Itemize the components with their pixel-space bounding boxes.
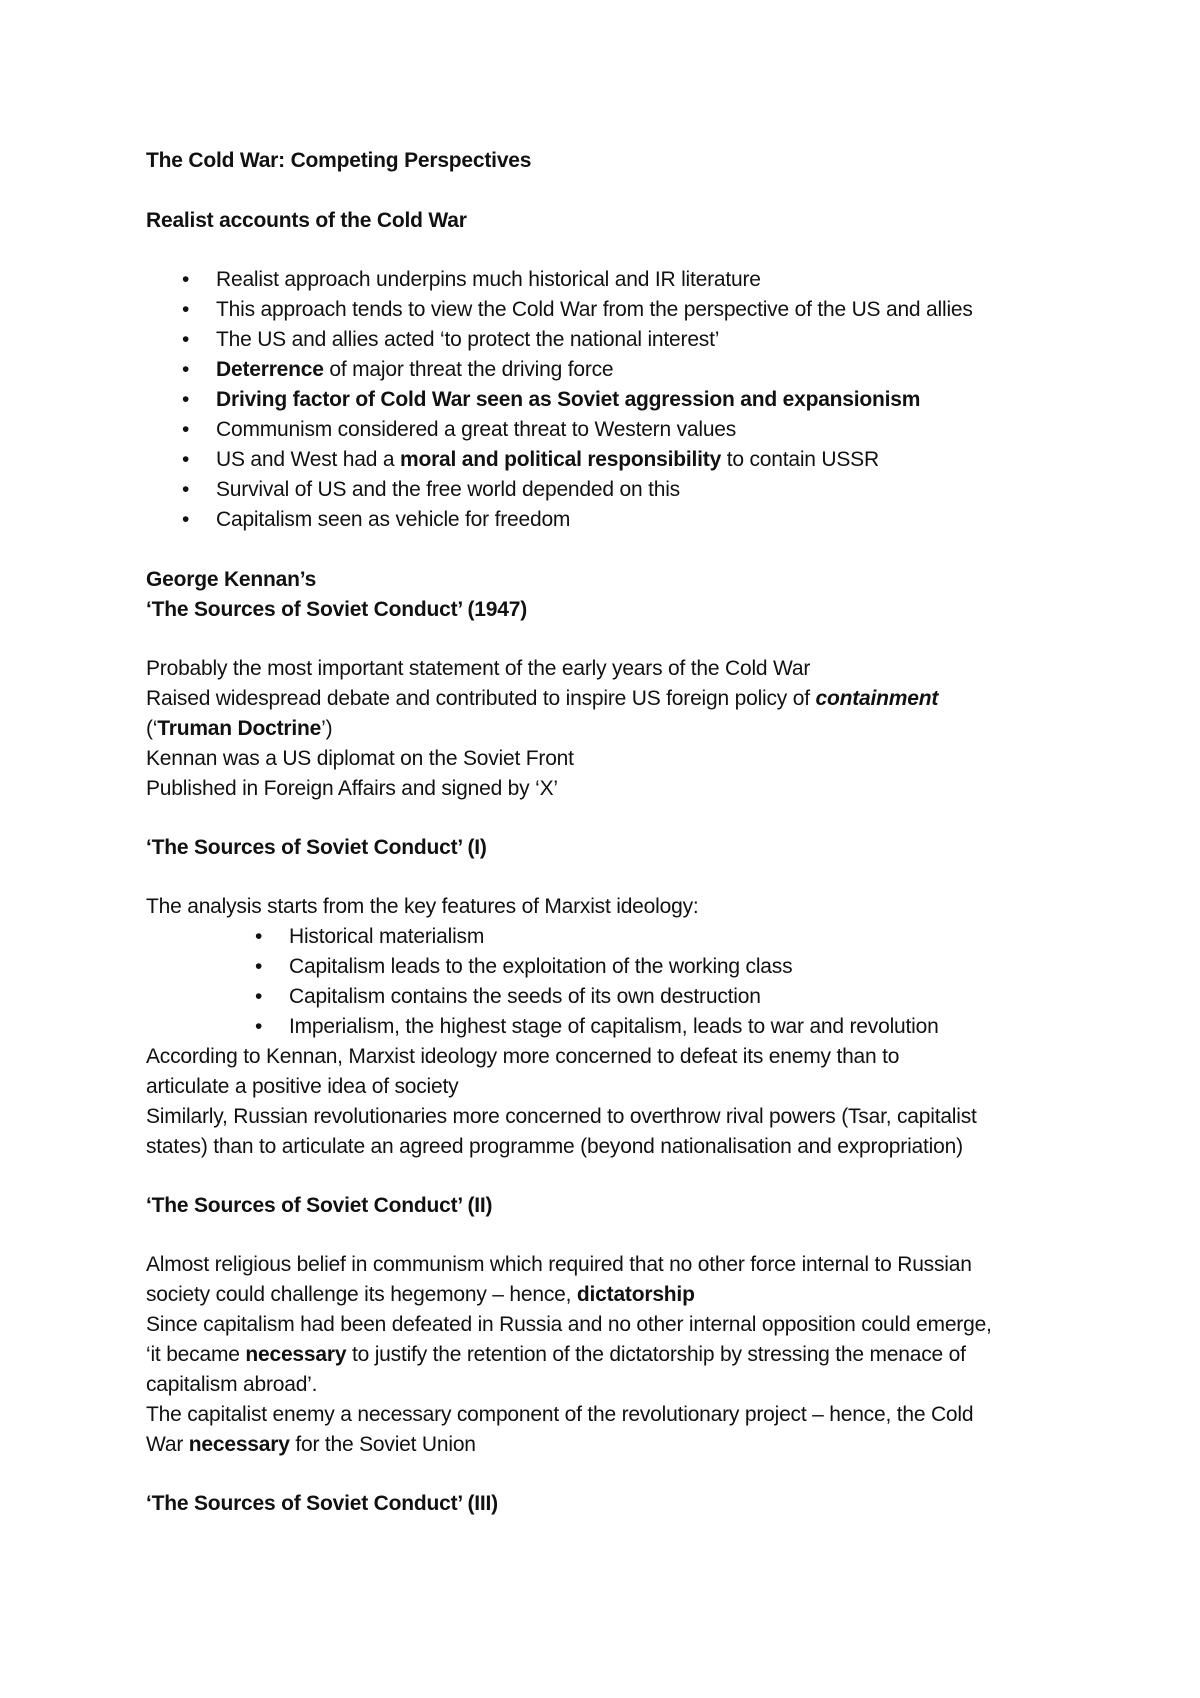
section-heading-realist: Realist accounts of the Cold War [146,209,467,232]
text-run: Probably the most important statement of the early years of the Cold War [146,657,811,680]
text-run: Capitalism seen as vehicle for freedom [216,508,571,531]
paragraph-line [146,686,938,712]
list-item-text: Imperialism, the highest stage of capitalism, leads to war and revolution [289,1015,939,1038]
paragraph-line [146,656,810,682]
bullet-icon: • [255,1015,263,1038]
paragraph-line [146,716,332,742]
section-heading-part1: ‘The Sources of Soviet Conduct’ (I) [146,836,487,859]
text-run: Published in Foreign Affairs and signed by ‘X’ [146,777,558,800]
paragraph-line [146,1342,966,1368]
text-run: society could challenge its hegemony – hence, [146,1283,577,1306]
paragraph-line [146,1402,973,1428]
bullet-icon: • [182,298,190,321]
bullet-icon: • [182,328,190,351]
bullet-icon: • [255,955,263,978]
emphasis-text: Driving factor of Cold War seen as Soviet aggression and expansionism [216,388,921,411]
text-run: to contain USSR [721,448,879,471]
text-run: This approach tends to view the Cold War from the perspective of the US and allies [216,298,973,321]
bullet-icon: • [182,478,190,501]
bullet-icon: • [182,418,190,441]
list-item-text [216,327,719,353]
emphasis-text: Deterrence [216,358,324,381]
bullet-icon: • [182,448,190,471]
paragraph-line [146,1282,695,1308]
section-heading-part2: ‘The Sources of Soviet Conduct’ (II) [146,1194,493,1217]
emphasis-text: containment [815,687,939,710]
list-item-text: Capitalism contains the seeds of its own destruction [289,985,761,1008]
paragraph-line: states) than to articulate an agreed programme (beyond nationalisation and expropriation) [146,1135,963,1158]
text-run: US and West had a [216,448,400,471]
paragraph-line [146,746,574,772]
list-item-text [216,297,973,323]
list-item-text [216,507,570,533]
list-item-text [216,417,736,443]
paragraph-line [146,1372,317,1398]
paragraph-line: The analysis starts from the key features of Marxist ideology: [146,895,699,918]
section-subheading-kennan: ‘The Sources of Soviet Conduct’ (1947) [146,598,527,621]
list-item-text [216,357,613,383]
text-run: The US and allies acted ‘to protect the national interest’ [216,328,720,351]
emphasis-text: dictatorship [576,1283,695,1306]
text-run: ’) [321,717,333,740]
list-item-text [216,447,879,473]
list-item-text [216,387,920,413]
paragraph-line [146,1312,992,1338]
text-run: ‘it became [146,1343,246,1366]
bullet-icon: • [255,985,263,1008]
text-run: of major threat the driving force [323,358,614,381]
paragraph-line: According to Kennan, Marxist ideology more concerned to defeat its enemy than to [146,1045,900,1068]
text-run: Since capitalism had been defeated in Russia and no other internal opposition could emerge, [146,1313,992,1336]
paragraph-line: Similarly, Russian revolutionaries more concerned to overthrow rival powers (Tsar, capitalist [146,1105,977,1128]
text-run: to justify the retention of the dictatorship by stressing the menace of [346,1343,966,1366]
list-item-text [216,267,761,293]
page-title: The Cold War: Competing Perspectives [146,149,532,172]
list-item-text [216,477,680,503]
text-run: Realist approach underpins much historical and IR literature [216,268,761,291]
emphasis-text: moral and political responsibility [399,448,722,471]
bullet-icon: • [182,508,190,531]
text-run: Almost religious belief in communism which required that no other force internal to Russian [146,1253,972,1276]
emphasis-text: Truman Doctrine [157,717,322,740]
paragraph-line [146,1252,972,1278]
paragraph-line [146,776,558,802]
list-item-text: Historical materialism [289,925,485,948]
paragraph-line [146,1432,476,1458]
bullet-icon: • [182,388,190,411]
text-run: for the Soviet Union [289,1433,476,1456]
emphasis-text: necessary [245,1343,347,1366]
text-run: Kennan was a US diplomat on the Soviet Front [146,747,574,770]
text-run: capitalism abroad’. [146,1373,318,1396]
text-run: War [146,1433,189,1456]
text-run: Raised widespread debate and contributed to inspire US foreign policy of [146,687,816,710]
text-run: (‘ [146,717,158,740]
section-heading-kennan: George Kennan’s [146,568,317,591]
emphasis-text: necessary [188,1433,290,1456]
text-run: Communism considered a great threat to Western values [216,418,737,441]
text-run: Survival of US and the free world depended on this [216,478,680,501]
text-run: The capitalist enemy a necessary component of the revolutionary project – hence, the Cold [146,1403,974,1426]
bullet-icon: • [182,268,190,291]
section-heading-part3: ‘The Sources of Soviet Conduct’ (III) [146,1492,498,1515]
bullet-icon: • [255,925,263,948]
paragraph-line: articulate a positive idea of society [146,1075,459,1098]
list-item-text: Capitalism leads to the exploitation of the working class [289,955,793,978]
bullet-icon: • [182,358,190,381]
